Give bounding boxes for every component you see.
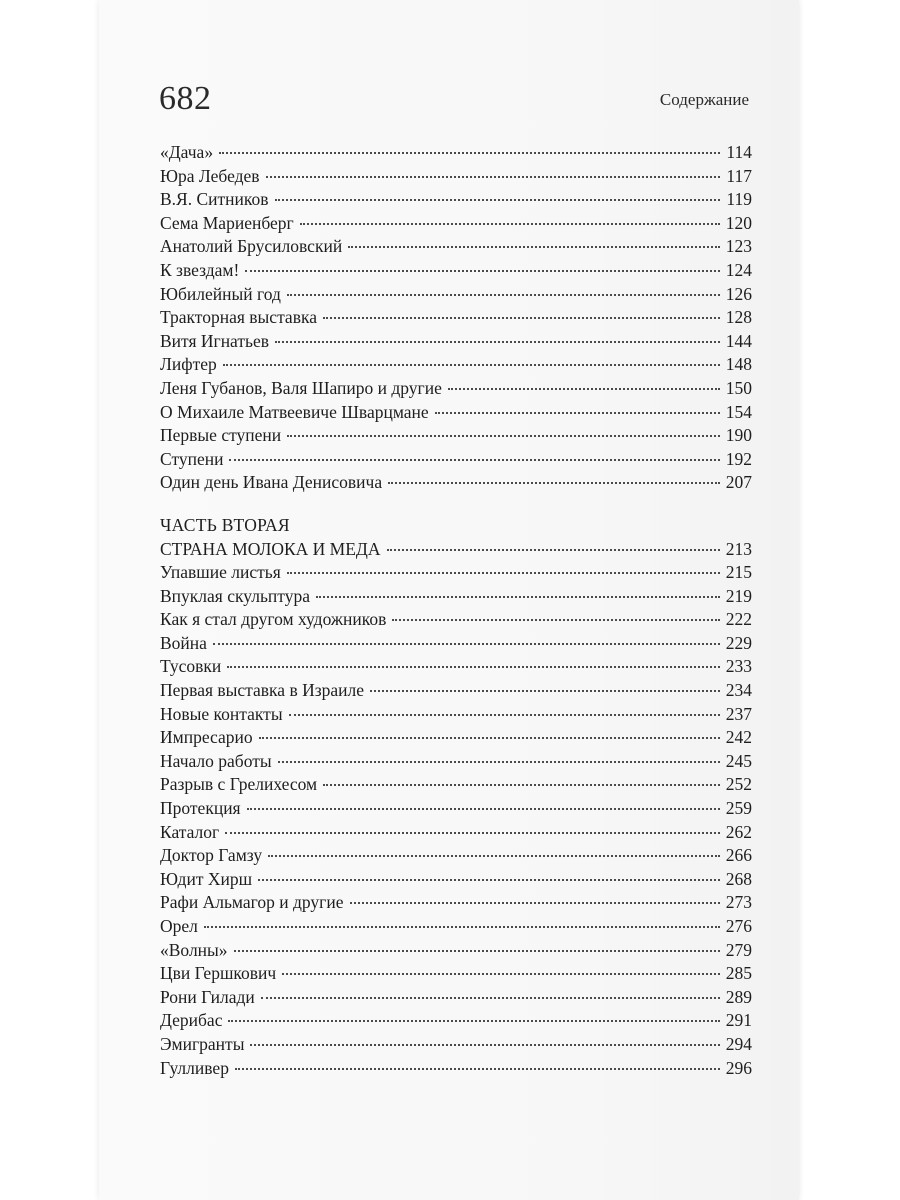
toc-entry-page: 148: [725, 354, 752, 375]
toc-entry: [160, 821, 752, 845]
toc-entry: [160, 141, 752, 165]
dot-leader: [323, 784, 720, 786]
toc-entry: [160, 448, 752, 472]
toc-group-part-two: [160, 514, 752, 1080]
toc-entry-page: 296: [725, 1057, 752, 1078]
toc-entry-page: 117: [726, 165, 752, 186]
toc-entry: [160, 703, 752, 727]
toc-entry: [160, 188, 752, 212]
toc-entry-title: Юбилейный год: [160, 283, 281, 304]
toc-entry: [160, 377, 752, 401]
toc-entry-page: 119: [726, 189, 752, 210]
dot-leader: [250, 1044, 719, 1046]
table-of-contents: [160, 141, 752, 1080]
toc-entry: [160, 165, 752, 189]
toc-entry: [160, 259, 752, 283]
toc-entry-page: 124: [725, 259, 752, 280]
toc-entry-page: 219: [725, 585, 752, 606]
dot-leader: [223, 364, 720, 366]
toc-entry-page: 252: [725, 774, 752, 795]
toc-entry-page: 237: [725, 703, 752, 724]
dot-leader: [323, 317, 720, 319]
dot-leader: [350, 902, 720, 904]
dot-leader: [228, 1020, 719, 1022]
dot-leader: [259, 737, 720, 739]
toc-entry: [160, 868, 752, 892]
dot-leader: [370, 690, 720, 692]
toc-entry: [160, 632, 752, 656]
toc-entry-page: 128: [725, 307, 752, 328]
toc-entry-title: В.Я. Ситников: [160, 189, 269, 210]
toc-entry-page: 266: [725, 845, 752, 866]
toc-entry-title: Разрыв с Грелихесом: [160, 774, 318, 795]
toc-entry-title: Витя Игнатьев: [160, 330, 270, 351]
toc-entry-page: 229: [725, 632, 752, 653]
toc-entry-page: 114: [726, 142, 752, 162]
dot-leader: [234, 950, 720, 952]
dot-leader: [261, 997, 720, 999]
dot-leader: [229, 459, 719, 461]
toc-entry-page: 154: [725, 401, 752, 422]
toc-entry-title: «Волны»: [160, 939, 228, 960]
toc-entry-title: Анатолий Брусиловский: [160, 236, 343, 257]
toc-entry-title: Первая выставка в Израиле: [160, 680, 365, 701]
dot-leader: [219, 152, 720, 154]
toc-entry-title: Орел: [160, 916, 198, 936]
toc-entry-page: 233: [725, 656, 752, 677]
toc-entry-title: Цви Гершкович: [160, 963, 277, 984]
dot-leader: [316, 596, 720, 598]
toc-entry: [160, 283, 752, 307]
toc-entry-title: Эмигранты: [160, 1033, 245, 1054]
toc-entry: [160, 655, 752, 679]
toc-entry-page: 222: [725, 609, 752, 630]
toc-entry: [160, 750, 752, 774]
toc-entry: [160, 939, 752, 963]
toc-entry-page: 262: [725, 821, 752, 842]
toc-entry-title: О Михаиле Матвеевиче Шварцмане: [160, 401, 429, 422]
toc-entry-title: Рафи Альмагор и другие: [160, 892, 344, 913]
dot-leader: [275, 199, 721, 201]
dot-leader: [204, 926, 720, 928]
dot-leader: [287, 294, 720, 296]
toc-entry: [160, 424, 752, 448]
toc-entry-title: Сема Мариенберг: [160, 212, 294, 233]
toc-entry-title: Начало работы: [160, 750, 272, 771]
toc-entry-title: Тракторная выставка: [160, 307, 317, 328]
toc-entry: [160, 235, 752, 259]
dot-leader: [247, 808, 720, 810]
dot-leader: [287, 572, 720, 574]
toc-entry-title: Дерибас: [160, 1010, 223, 1031]
toc-entry-page: 150: [725, 377, 752, 398]
toc-entry-page: 207: [725, 472, 752, 493]
page-number: 682: [159, 80, 212, 117]
toc-entry: [160, 797, 752, 821]
toc-entry: [160, 962, 752, 986]
toc-entry-title: Каталог: [160, 821, 220, 842]
toc-entry-page: 213: [725, 538, 752, 559]
toc-entry-page: 289: [725, 986, 752, 1007]
toc-entry-page: 242: [725, 727, 752, 748]
toc-entry-title: Первые ступени: [160, 425, 282, 446]
toc-entry: [160, 330, 752, 354]
toc-entry: [160, 1009, 752, 1033]
toc-entry: [160, 471, 752, 495]
toc-entry: [160, 212, 752, 236]
dot-leader: [225, 832, 720, 834]
toc-entry-title: Импресарио: [160, 727, 253, 748]
toc-entry-title: Упавшие листья: [160, 562, 281, 583]
toc-entry-page: 279: [725, 939, 752, 960]
toc-entry: [160, 891, 752, 915]
dot-leader: [348, 246, 720, 248]
dot-leader: [282, 973, 720, 975]
toc-entry: [160, 844, 752, 868]
dot-leader: [266, 176, 721, 178]
book-page: [99, 0, 799, 1200]
toc-entry: [160, 353, 752, 377]
dot-leader: [245, 270, 719, 272]
toc-entry-title: Один день Ивана Денисовича: [160, 472, 383, 493]
dot-leader: [435, 412, 720, 414]
toc-entry-title: Гулливер: [160, 1057, 229, 1078]
toc-entry-title: Рони Гилади: [160, 986, 255, 1007]
toc-entry-title: Протекция: [160, 798, 241, 819]
toc-entry-page: 120: [725, 212, 752, 233]
part-label: ЧАСТЬ ВТОРАЯ: [160, 514, 290, 535]
toc-group-part-one: [160, 141, 752, 495]
dot-leader: [289, 714, 720, 716]
toc-entry-title: Как я стал другом художников: [160, 609, 387, 630]
dot-leader: [275, 341, 720, 343]
dot-leader: [448, 388, 720, 390]
dot-leader: [287, 435, 720, 437]
running-head: Содержание: [659, 90, 749, 109]
dot-leader: [300, 223, 720, 225]
toc-entry-page: 276: [725, 916, 752, 936]
toc-entry-title: Доктор Гамзу: [160, 845, 263, 866]
toc-entry: [160, 401, 752, 425]
toc-entry-title: Новые контакты: [160, 703, 283, 724]
toc-entry-title: К звездам!: [160, 259, 240, 280]
toc-entry-page: 245: [725, 750, 752, 771]
toc-entry-page: 126: [725, 283, 752, 304]
toc-entry-page: 144: [725, 330, 752, 351]
toc-entries-part-two: [160, 561, 752, 1080]
toc-entry-page: 291: [725, 1010, 752, 1031]
toc-entry-page: 285: [725, 963, 752, 984]
dot-leader: [213, 643, 720, 645]
toc-entry: [160, 561, 752, 585]
toc-entry-title: Лифтер: [160, 354, 217, 375]
toc-entry-title: Юра Лебедев: [160, 165, 260, 186]
toc-entry: [160, 1033, 752, 1057]
toc-entry-part-title: [160, 538, 752, 562]
toc-entry: [160, 773, 752, 797]
toc-entry-title: Ступени: [160, 448, 224, 469]
toc-entry-page: 190: [725, 425, 752, 446]
toc-entry: [160, 915, 752, 939]
dot-leader: [392, 619, 719, 621]
toc-entry-page: 192: [725, 448, 752, 469]
toc-entry-page: 123: [725, 236, 752, 257]
toc-entry-page: 294: [725, 1033, 752, 1054]
dot-leader: [388, 482, 720, 484]
toc-entry-title: Тусовки: [160, 656, 222, 677]
toc-entry: [160, 608, 752, 632]
toc-entry: [160, 306, 752, 330]
toc-entry-title: «Дача»: [160, 142, 214, 162]
dot-leader: [235, 1068, 720, 1070]
toc-entry-title: СТРАНА МОЛОКА И МЕДА: [160, 538, 381, 559]
toc-entry-title: Юдит Хирш: [160, 868, 253, 889]
toc-entry-page: 215: [725, 562, 752, 583]
toc-entry-page: 268: [725, 868, 752, 889]
dot-leader: [387, 549, 720, 551]
toc-entry: [160, 679, 752, 703]
toc-entry: [160, 726, 752, 750]
toc-entry-page: 259: [725, 798, 752, 819]
toc-entry: [160, 1057, 752, 1081]
dot-leader: [278, 761, 720, 763]
toc-entry-page: 234: [725, 680, 752, 701]
dot-leader: [268, 855, 720, 857]
toc-entry: [160, 986, 752, 1010]
toc-entry-title: Впуклая скульптура: [160, 585, 310, 606]
dot-leader: [227, 666, 720, 668]
toc-entry-title: Леня Губанов, Валя Шапиро и другие: [160, 377, 442, 398]
toc-entry-title: Война: [160, 632, 207, 653]
toc-entry: [160, 585, 752, 609]
dot-leader: [258, 879, 720, 881]
toc-entry-page: 273: [725, 892, 752, 913]
